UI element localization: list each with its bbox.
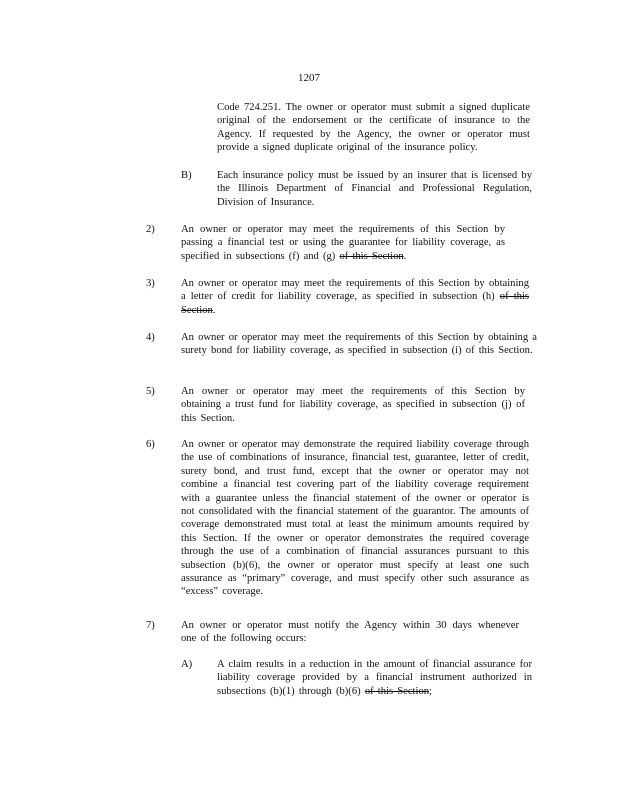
subitem-a-end: ; — [429, 685, 432, 697]
item-3-paragraph — [181, 277, 529, 317]
item-5-text: An owner or operator may meet the requirements of this Section by obtaining a trust fund for liability coverage, as specified in subsection (j) of this Section. — [181, 386, 525, 424]
item-7-label: 7) — [146, 620, 155, 631]
subitem-b-text: Each insurance policy must be issued by an insurer that is licensed by the Illinois Department of Financial and Professional Regulation, Division of Insurance. — [217, 170, 532, 208]
continuation-paragraph: Code 724.251. The owner or operator must submit a signed duplicate original of the endorsement or the certificate of insurance to the Agency. If requested by the Agency, the owner or operator must provide a signed duplicate original of the insurance policy. — [217, 102, 530, 154]
item-3-text: An owner or operator may meet the requirements of this Section by obtaining a letter of credit for liability coverage, as specified in subsection (h) — [181, 278, 529, 303]
item-3-struck-text: of this Section — [181, 291, 529, 316]
item-4-label: 4) — [146, 332, 155, 343]
item-2-text: An owner or operator may meet the requirements of this Section by passing a financial test or using the guarantee for liability coverage, as specified in subsections (f) and (g) — [181, 224, 505, 262]
item-7-text: An owner or operator must notify the Agency within 30 days whenever one of the following occurs: — [181, 620, 519, 645]
subitem-a-struck-text: of this Section — [364, 685, 430, 697]
item-2-paragraph — [181, 223, 505, 263]
subitem-a-label: A) — [181, 659, 193, 670]
item-3-end: . — [212, 304, 216, 316]
item-2-label: 2) — [146, 224, 155, 235]
item-5-label: 5) — [146, 386, 155, 397]
subitem-a-text: A claim results in a reduction in the amount of financial assurance for liability coverage provided by a financial instrument authorized in subsections (b)(1) through (b)(6) — [217, 659, 532, 697]
item-6-text: An owner or operator may demonstrate the required liability coverage through the use of combinations of insurance, financial test, guarantee, letter of credit, surety bond, and trust fund, except that the owner or operator may not combine a financial test covering part of the liability coverage requirement with a guarantee unless the financial statement of the owner or operator is not consolidated with the financial statement of the guarantor. The amounts of coverage demonstrated must total at least the minimum amounts required by this Section. If the owner or operator demonstrates the required coverage through the use of a combination of financial assurances pursuant to this subsection (b)(6), the owner or operator must specify at least one such assurance as “primary” coverage, and must specify other such assurance as “excess” coverage. — [181, 439, 529, 598]
item-3-label: 3) — [146, 278, 155, 289]
page-number: 1207 — [298, 72, 320, 84]
item-2-end: . — [403, 250, 407, 262]
subitem-a-paragraph — [217, 658, 532, 698]
item-6-label: 6) — [146, 439, 155, 450]
subitem-b-label: B) — [181, 170, 192, 181]
item-2-struck-text: of this Section — [339, 250, 404, 262]
item-4-text: An owner or operator may meet the requirements of this Section by obtaining a surety bond for liability coverage, as specified in subsection (i) of this Section. — [181, 332, 537, 357]
